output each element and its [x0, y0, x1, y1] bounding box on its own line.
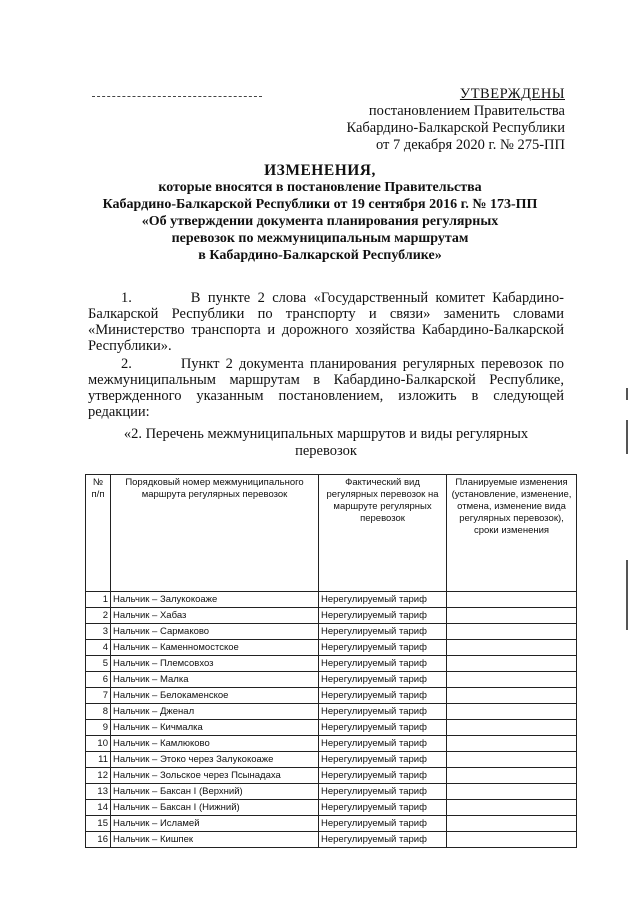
row-route: Нальчик – Племсовхоз	[111, 656, 319, 672]
row-route: Нальчик – Сармаково	[111, 624, 319, 640]
title-line-1: которые вносятся в постановление Правительства	[158, 180, 482, 195]
row-route: Нальчик – Баксан I (Нижний)	[111, 800, 319, 816]
scan-edge-mark	[626, 560, 628, 630]
row-num: 9	[86, 720, 111, 736]
header-num: № п/п	[86, 475, 111, 592]
row-type: Нерегулируемый тариф	[319, 800, 447, 816]
title-line-4: перевозок по межмуниципальным маршрутам	[171, 231, 469, 246]
row-num: 11	[86, 752, 111, 768]
table-row	[86, 672, 577, 688]
row-route: Нальчик – Камлюково	[111, 736, 319, 752]
row-planned	[447, 624, 577, 640]
row-route: Нальчик – Зольское через Псынадаха	[111, 768, 319, 784]
row-num: 6	[86, 672, 111, 688]
approval-line-1: постановлением Правительства	[368, 103, 565, 119]
row-route: Нальчик – Хабаз	[111, 608, 319, 624]
routes-table	[85, 474, 577, 848]
row-type: Нерегулируемый тариф	[319, 768, 447, 784]
row-planned	[447, 720, 577, 736]
table-row	[86, 688, 577, 704]
row-planned	[447, 768, 577, 784]
row-route: Нальчик – Этоко через Залукокоаже	[111, 752, 319, 768]
row-num: 14	[86, 800, 111, 816]
row-num: 5	[86, 656, 111, 672]
paragraph-2: 2. Пункт 2 документа планирования регулярных перевозок по межмуниципальным маршрутам в Кабардино-Балкарской Республике, утвержденного указанным постановлением, изложить в следующей редакции:	[88, 356, 564, 420]
row-num: 7	[86, 688, 111, 704]
row-route: Нальчик – Малка	[111, 672, 319, 688]
row-planned	[447, 688, 577, 704]
table-row	[86, 720, 577, 736]
title-line-5: в Кабардино-Балкарской Республике»	[198, 248, 442, 263]
row-type: Нерегулируемый тариф	[319, 816, 447, 832]
row-num: 15	[86, 816, 111, 832]
row-route: Нальчик – Кичмалка	[111, 720, 319, 736]
row-planned	[447, 784, 577, 800]
table-caption-line-1: «2. Перечень межмуниципальных маршрутов и виды регулярных	[123, 426, 529, 442]
row-type: Нерегулируемый тариф	[319, 656, 447, 672]
row-route: Нальчик – Баксан I (Верхний)	[111, 784, 319, 800]
row-type: Нерегулируемый тариф	[319, 752, 447, 768]
approval-line-3: от 7 декабря 2020 г. № 275-ПП	[375, 137, 565, 153]
row-type: Нерегулируемый тариф	[319, 736, 447, 752]
row-num: 4	[86, 640, 111, 656]
table-caption-line-2: перевозок	[295, 443, 357, 459]
table-row	[86, 656, 577, 672]
row-planned	[447, 656, 577, 672]
row-route: Нальчик – Кишпек	[111, 832, 319, 848]
table-row	[86, 736, 577, 752]
header-type: Фактический вид регулярных перевозок на маршруте регулярных перевозок	[319, 475, 447, 592]
row-num: 3	[86, 624, 111, 640]
header-planned: Планируемые изменения (установление, изменение, отмена, изменение вида регулярных перевозок), сроки изменения	[447, 475, 577, 592]
row-route: Нальчик – Исламей	[111, 816, 319, 832]
row-planned	[447, 800, 577, 816]
row-planned	[447, 704, 577, 720]
row-type: Нерегулируемый тариф	[319, 640, 447, 656]
row-type: Нерегулируемый тариф	[319, 624, 447, 640]
document-title	[60, 162, 580, 264]
scan-edge-mark	[626, 420, 628, 454]
approval-block	[300, 86, 565, 154]
row-num: 12	[86, 768, 111, 784]
table-row	[86, 832, 577, 848]
row-type: Нерегулируемый тариф	[319, 688, 447, 704]
row-route: Нальчик – Каменномостское	[111, 640, 319, 656]
title-line-2: Кабардино-Балкарской Республики от 19 сентября 2016 г. № 173-ПП	[102, 197, 538, 212]
row-planned	[447, 832, 577, 848]
row-planned	[447, 752, 577, 768]
row-type: Нерегулируемый тариф	[319, 832, 447, 848]
row-type: Нерегулируемый тариф	[319, 720, 447, 736]
scan-edge-mark	[626, 388, 628, 400]
table-caption	[88, 426, 564, 460]
row-type: Нерегулируемый тариф	[319, 704, 447, 720]
row-num: 16	[86, 832, 111, 848]
row-route: Нальчик – Дженал	[111, 704, 319, 720]
row-planned	[447, 672, 577, 688]
approval-heading: УТВЕРЖДЕНЫ	[459, 86, 565, 102]
table-row	[86, 624, 577, 640]
table-row	[86, 768, 577, 784]
row-num: 10	[86, 736, 111, 752]
row-num: 8	[86, 704, 111, 720]
table-row	[86, 704, 577, 720]
row-num: 13	[86, 784, 111, 800]
row-num: 2	[86, 608, 111, 624]
table-row	[86, 800, 577, 816]
table-row	[86, 592, 577, 608]
row-type: Нерегулируемый тариф	[319, 592, 447, 608]
row-type: Нерегулируемый тариф	[319, 672, 447, 688]
header-scan-dash-line	[92, 96, 262, 97]
header-route: Порядковый номер межмуниципального маршрута регулярных перевозок	[111, 475, 319, 592]
table-row	[86, 752, 577, 768]
routes-table-wrapper	[85, 474, 576, 848]
title-main: ИЗМЕНЕНИЯ,	[264, 162, 376, 179]
table-row	[86, 816, 577, 832]
row-planned	[447, 592, 577, 608]
paragraph-1: 1. В пункте 2 слова «Государственный комитет Кабардино-Балкарской Республики по транспорту и связи» заменить словами «Министерство транспорта и дорожного хозяйства Кабардино-Балкарской Республики».	[88, 290, 564, 354]
row-type: Нерегулируемый тариф	[319, 608, 447, 624]
row-planned	[447, 816, 577, 832]
row-route: Нальчик – Залукокоаже	[111, 592, 319, 608]
table-row	[86, 640, 577, 656]
approval-line-2: Кабардино-Балкарской Республики	[346, 120, 565, 136]
table-row	[86, 784, 577, 800]
row-planned	[447, 736, 577, 752]
table-row	[86, 608, 577, 624]
row-num: 1	[86, 592, 111, 608]
title-line-3: «Об утверждении документа планирования регулярных	[141, 214, 499, 229]
row-type: Нерегулируемый тариф	[319, 784, 447, 800]
row-planned	[447, 640, 577, 656]
row-planned	[447, 608, 577, 624]
table-header-row	[86, 475, 577, 592]
row-route: Нальчик – Белокаменское	[111, 688, 319, 704]
